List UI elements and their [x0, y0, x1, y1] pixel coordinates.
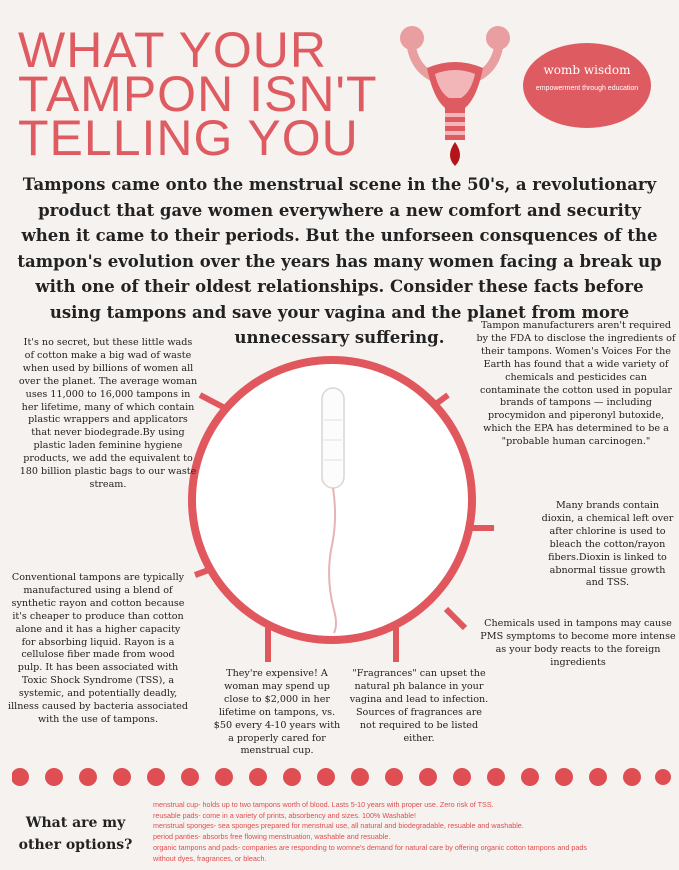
- fact-dioxin: Many brands contain dioxin, a chemical left over after chlorine is used to bleach the cotton/rayon fibers.Dioxin is linked to abnormal tissue growth and TSS.: [541, 500, 674, 589]
- options-heading: What are my other options?: [18, 815, 133, 853]
- fact-fragrances: "Fragrances" can upset the natural ph balance in your vagina and lead to infection. Sources of fragrances are not required to be listed either.: [349, 668, 489, 744]
- title-line: TELLING YOU: [18, 110, 359, 166]
- fact-fda: Tampon manufacturers aren't required by the FDA to disclose the ingredients of their tampons. Women's Voices For the Earth has found that a wide variety of chemicals and pesticides can contaminate the cotton used in popular brands of tampons — including procymidon and piperonyl butoxide, which the EPA has determined to be a "probable human carcinogen.": [476, 320, 676, 448]
- option-item: organic tampons and pads- companies are responding to womne's demand for natural care by offering organic cotton tampons and pads: [153, 842, 587, 852]
- options-list: [153, 800, 675, 864]
- page-title: [18, 22, 408, 166]
- title-line: TAMPON ISN'T: [18, 66, 378, 122]
- brand-badge: [523, 43, 651, 128]
- option-item: without dyes, fragrances, or bleach.: [153, 853, 267, 863]
- fact-waste: It's no secret, but these little wads of cotton make a big wad of waste when used by billions of women all over the planet. The average woman uses 11,000 to 16,000 tampons in her lifetime, many of which contain plastic wrappers and applicators that never biodegrade.By using plastic laden feminine hygiene products, we add the equivalent to 180 billion plastic bags to our waste stream.: [18, 337, 198, 490]
- intro-paragraph: Tampons came onto the menstrual scene in the 50's, a revolutionary product that gave women everywhere a new comfort and security when it came to their periods. But the unforseen consquences of the tampon's evolution over the years has many women facing a break up with one of their oldest relationships. Consider these facts before using tampons and save your vagina and the planet from more unnecessary suffering.: [17, 175, 662, 347]
- option-item: period panties- absorbs free flowing menstruation, washable and resuable.: [153, 832, 391, 842]
- option-item: menstrual cup- holds up to two tampons worth of blood. Lasts 5-10 years with proper use. Zero risk of TSS.: [153, 800, 494, 809]
- uterus-icon: [395, 18, 515, 168]
- fact-cost: They're expensive! A woman may spend up close to $2,000 in her lifetime on tampons, vs. $50 every 4-10 years with a properly cared for menstrual cup.: [213, 668, 341, 757]
- fact-rayon: Conventional tampons are typically manufactured using a blend of synthetic rayon and cotton because it's cheaper to produce than cotton alone and it has a higher capacity for absorbing liquid. Rayon is a cellulose fiber made from wood pulp. It has been associated with Toxic Shock Syndrome (TSS), a systemic, and potentially deadly, illness caused by bacteria associated with the use of tampons.: [8, 572, 188, 725]
- option-item: reusable pads- come in a variety of prints, absorbency and sizes. 100% Washable!: [153, 810, 417, 820]
- brand-name: womb wisdom: [543, 63, 631, 77]
- dot-divider: [12, 767, 672, 787]
- title-line: WHAT YOUR: [18, 22, 328, 78]
- brand-tagline: empowerment through education: [535, 85, 639, 92]
- blood-drop-icon: [450, 142, 460, 166]
- option-item: menstrual sponges- sea sponges prepared for menstrual use, all natural and biodegradable, resuable and washable.: [153, 821, 524, 831]
- fact-pms: Chemicals used in tampons may cause PMS symptoms to become more intense as your body reacts to the foreign ingredients: [480, 618, 676, 668]
